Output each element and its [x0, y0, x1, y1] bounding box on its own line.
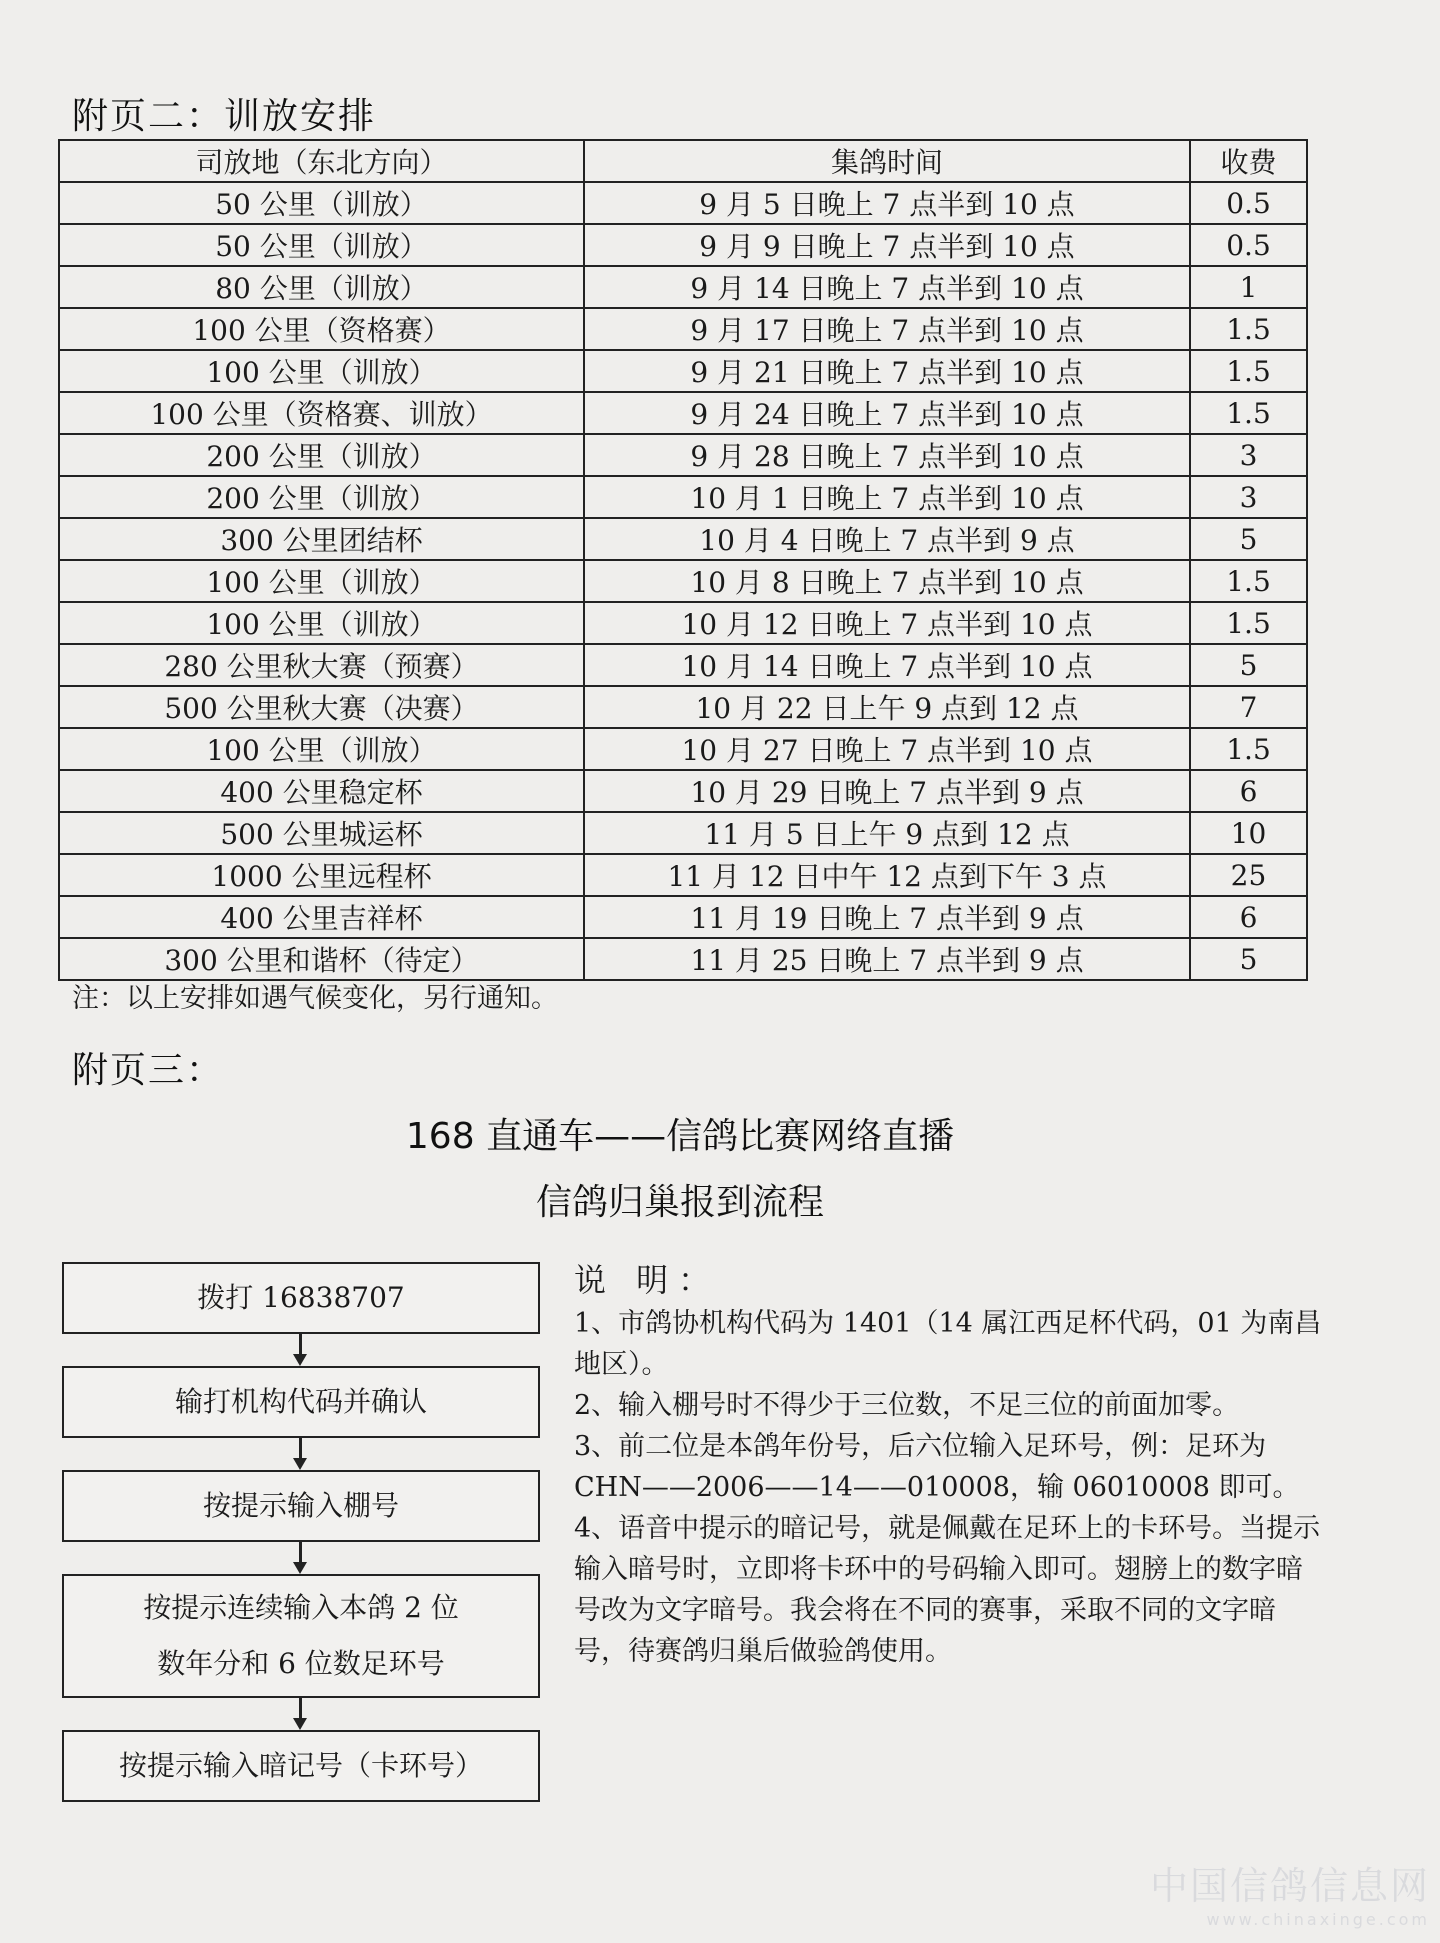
cell-fee: 3 [1190, 434, 1307, 476]
flowchart [62, 1262, 540, 1802]
flow-step-secret-code [62, 1730, 540, 1802]
cell-fee: 1.5 [1190, 392, 1307, 434]
cell-release-site: 100 公里（训放） [59, 602, 584, 644]
table-row [59, 770, 1307, 812]
table-row [59, 266, 1307, 308]
table-header-row [59, 140, 1307, 182]
cell-fee: 0.5 [1190, 182, 1307, 224]
table-row [59, 854, 1307, 896]
header-release-site: 司放地（东北方向） [59, 140, 584, 182]
explanation-item-3: 3、前二位是本鸽年份号，后六位输入足环号，例：足环为 [574, 1431, 1267, 1462]
cell-collect-time: 10 月 22 日上午 9 点到 12 点 [584, 686, 1190, 728]
cell-fee: 25 [1190, 854, 1307, 896]
cell-collect-time: 9 月 24 日晚上 7 点半到 10 点 [584, 392, 1190, 434]
cell-release-site: 500 公里城运杯 [59, 812, 584, 854]
cell-collect-time: 9 月 28 日晚上 7 点半到 10 点 [584, 434, 1190, 476]
cell-release-site: 100 公里（训放） [59, 350, 584, 392]
flow-step-ring-number [62, 1574, 540, 1698]
cell-collect-time: 10 月 1 日晚上 7 点半到 10 点 [584, 476, 1190, 518]
flow-step-text: 按提示输入棚号 [202, 1489, 399, 1522]
explanation-item-1: 1、市鸽协机构代码为 1401（14 属江西足杯代码，01 为南昌地区）。 [574, 1308, 1322, 1380]
table-row [59, 896, 1307, 938]
flow-arrow-icon [62, 1542, 540, 1574]
cell-release-site: 400 公里吉祥杯 [59, 896, 584, 938]
table-row [59, 812, 1307, 854]
cell-collect-time: 9 月 17 日晚上 7 点半到 10 点 [584, 308, 1190, 350]
cell-collect-time: 10 月 14 日晚上 7 点半到 10 点 [584, 644, 1190, 686]
flow-step-org-code [62, 1366, 540, 1438]
explanation-item-4: 4、语音中提示的暗记号，就是佩戴在足环上的卡环号。当提示输入暗号时，立即将卡环中的号码输入即可。翅膀上的数字暗号改为文字暗号。我会将在不同的赛事，采取不同的文字暗号，待赛鸽归巢后做验鸽使用。 [574, 1513, 1321, 1667]
cell-release-site: 80 公里（训放） [59, 266, 584, 308]
table-row [59, 518, 1307, 560]
cell-collect-time: 9 月 5 日晚上 7 点半到 10 点 [584, 182, 1190, 224]
flow-step-text-line1: 按提示连续输入本鸽 2 位 [143, 1591, 459, 1624]
table-body [59, 182, 1307, 980]
cell-fee: 1.5 [1190, 602, 1307, 644]
cell-release-site: 300 公里和谐杯（待定） [59, 938, 584, 980]
cell-fee: 5 [1190, 938, 1307, 980]
cell-fee: 1 [1190, 266, 1307, 308]
table-row [59, 224, 1307, 266]
cell-release-site: 200 公里（训放） [59, 434, 584, 476]
header-fee: 收费 [1190, 140, 1307, 182]
cell-collect-time: 11 月 12 日中午 12 点到下午 3 点 [584, 854, 1190, 896]
table-row [59, 434, 1307, 476]
cell-collect-time: 10 月 12 日晚上 7 点半到 10 点 [584, 602, 1190, 644]
cell-release-site: 200 公里（训放） [59, 476, 584, 518]
explanation-section [574, 1260, 1326, 1672]
table-row [59, 686, 1307, 728]
cell-fee: 10 [1190, 812, 1307, 854]
cell-release-site: 280 公里秋大赛（预赛） [59, 644, 584, 686]
cell-collect-time: 11 月 25 日晚上 7 点半到 9 点 [584, 938, 1190, 980]
flow-arrow-icon [62, 1698, 540, 1730]
cell-collect-time: 9 月 14 日晚上 7 点半到 10 点 [584, 266, 1190, 308]
main-title: 168 直通车——信鸽比赛网络直播 [405, 1116, 955, 1157]
cell-fee: 5 [1190, 518, 1307, 560]
cell-collect-time: 10 月 27 日晚上 7 点半到 10 点 [584, 728, 1190, 770]
cell-fee: 6 [1190, 896, 1307, 938]
cell-release-site: 100 公里（资格赛、训放） [59, 392, 584, 434]
watermark-url: www.chinaxinge.com [1206, 1910, 1430, 1929]
flow-step-text: 输打机构代码并确认 [174, 1385, 427, 1418]
table-row [59, 602, 1307, 644]
table-row [59, 938, 1307, 980]
site-watermark [1150, 1855, 1430, 1929]
flow-step-loft-number [62, 1470, 540, 1542]
cell-collect-time: 10 月 4 日晚上 7 点半到 9 点 [584, 518, 1190, 560]
header-collect-time: 集鸽时间 [584, 140, 1190, 182]
table-row [59, 392, 1307, 434]
table-row [59, 476, 1307, 518]
cell-fee: 7 [1190, 686, 1307, 728]
table-row [59, 644, 1307, 686]
flow-step-text-line2: 数年分和 6 位数足环号 [157, 1647, 445, 1680]
appendix3-title: 附页三： [72, 1050, 225, 1091]
cell-release-site: 500 公里秋大赛（决赛） [59, 686, 584, 728]
cell-fee: 1.5 [1190, 560, 1307, 602]
cell-fee: 1.5 [1190, 728, 1307, 770]
sub-title: 信鸽归巢报到流程 [535, 1182, 824, 1223]
cell-collect-time: 11 月 19 日晚上 7 点半到 9 点 [584, 896, 1190, 938]
table-row [59, 182, 1307, 224]
table-row [59, 350, 1307, 392]
schedule-note: 注：以上安排如遇气候变化，另行通知。 [72, 983, 558, 1014]
cell-release-site: 50 公里（训放） [59, 224, 584, 266]
cell-fee: 5 [1190, 644, 1307, 686]
explanation-item-2: 2、输入棚号时不得少于三位数，不足三位的前面加零。 [574, 1390, 1240, 1421]
watermark-site-name: 中国信鸽信息网 [1149, 1864, 1430, 1908]
cell-fee: 6 [1190, 770, 1307, 812]
table-row [59, 308, 1307, 350]
cell-release-site: 100 公里（训放） [59, 728, 584, 770]
cell-release-site: 400 公里稳定杯 [59, 770, 584, 812]
cell-fee: 1.5 [1190, 350, 1307, 392]
training-schedule-table [58, 139, 1308, 981]
explanation-heading: 说 明： [574, 1261, 721, 1299]
cell-release-site: 1000 公里远程杯 [59, 854, 584, 896]
cell-collect-time: 9 月 9 日晚上 7 点半到 10 点 [584, 224, 1190, 266]
table-row [59, 560, 1307, 602]
cell-release-site: 100 公里（资格赛） [59, 308, 584, 350]
cell-collect-time: 10 月 8 日晚上 7 点半到 10 点 [584, 560, 1190, 602]
table-row [59, 728, 1307, 770]
cell-release-site: 300 公里团结杯 [59, 518, 584, 560]
cell-collect-time: 9 月 21 日晚上 7 点半到 10 点 [584, 350, 1190, 392]
explanation-item-3-example: CHN——2006——14——010008，输 06010008 即可。 [574, 1472, 1300, 1503]
flow-step-text: 按提示输入暗记号（卡环号） [118, 1749, 483, 1782]
cell-release-site: 100 公里（训放） [59, 560, 584, 602]
cell-release-site: 50 公里（训放） [59, 182, 584, 224]
cell-fee: 0.5 [1190, 224, 1307, 266]
flow-arrow-icon [62, 1438, 540, 1470]
flow-step-dial [62, 1262, 540, 1334]
cell-fee: 1.5 [1190, 308, 1307, 350]
cell-collect-time: 10 月 29 日晚上 7 点半到 9 点 [584, 770, 1190, 812]
cell-fee: 3 [1190, 476, 1307, 518]
flow-step-text: 拨打 16838707 [197, 1281, 405, 1314]
cell-collect-time: 11 月 5 日上午 9 点到 12 点 [584, 812, 1190, 854]
flow-arrow-icon [62, 1334, 540, 1366]
appendix2-title: 附页二：训放安排 [72, 96, 377, 137]
